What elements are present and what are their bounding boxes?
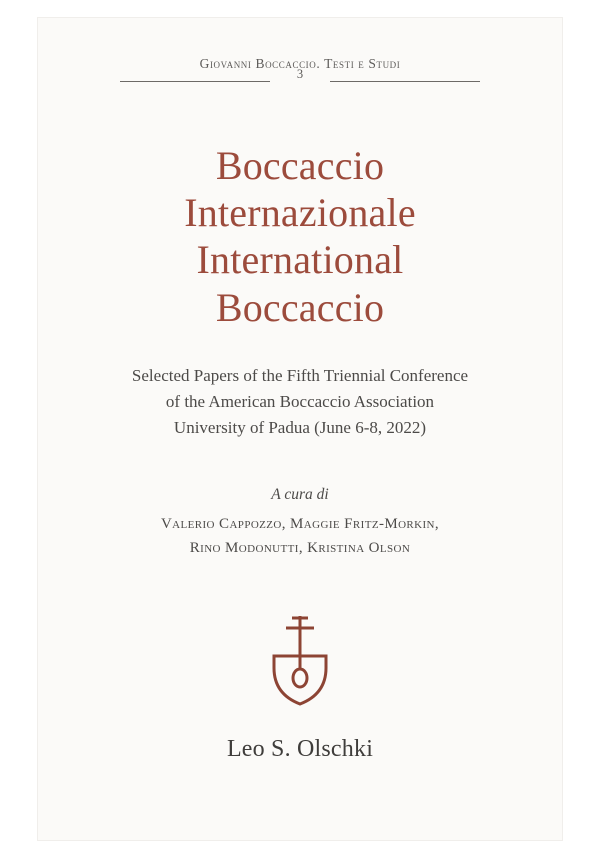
series-divider: [120, 67, 480, 82]
series-title: Giovanni Boccaccio. Testi e Studi: [199, 56, 401, 71]
book-title-line-3: International: [196, 237, 404, 283]
series-number: 3: [296, 67, 304, 81]
divider-line-right: [330, 81, 480, 82]
publisher-name: Leo S. Olschki: [226, 736, 374, 762]
book-title-line-4: Boccaccio: [215, 284, 385, 330]
olschki-anchor-cross-logo: [260, 606, 340, 710]
publisher-logo-wrap: [38, 606, 562, 710]
book-subtitle-line-1: Selected Papers of the Fifth Triennial Conference: [131, 365, 469, 385]
book-title-line-2: Internazionale: [184, 190, 416, 236]
editors-list: [111, 512, 489, 560]
book-subtitle-line-3: University of Padua (June 6-8, 2022): [173, 418, 427, 438]
book-subtitle-line-2: of the American Boccaccio Association: [165, 392, 435, 412]
editors-line-2: Rino Modonutti, Kristina Olson: [189, 539, 411, 556]
book-title-line-1: Boccaccio: [215, 143, 385, 188]
book-title: [154, 142, 446, 331]
editors-line-1: Valerio Cappozzo, Maggie Fritz-Morkin,: [160, 515, 440, 532]
book-subtitle: [78, 363, 522, 442]
editors-label: A cura di: [271, 485, 329, 503]
book-cover: [38, 18, 562, 840]
divider-line-left: [120, 81, 270, 82]
